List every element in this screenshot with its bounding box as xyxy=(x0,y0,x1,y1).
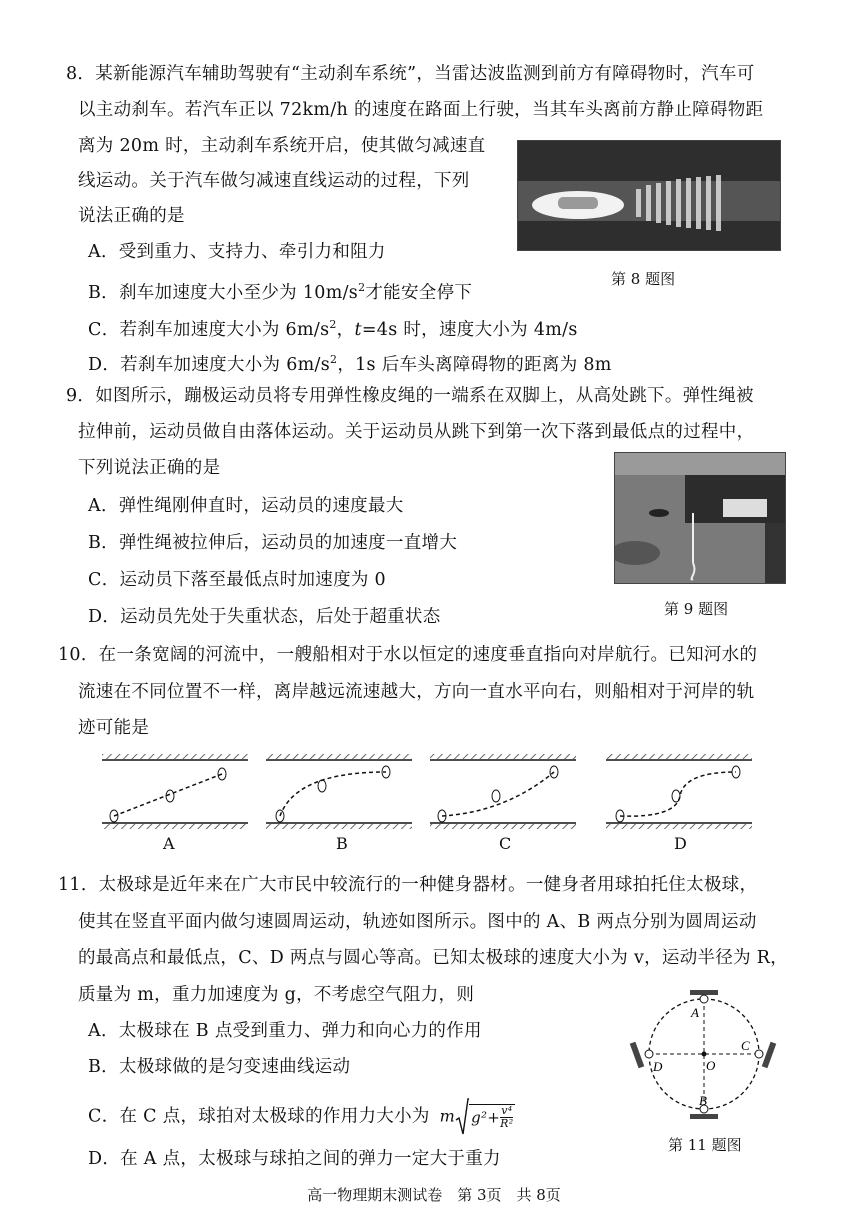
q8-figure-caption: 第 8 题图 xyxy=(611,270,676,288)
q10-label-b: B xyxy=(336,834,348,853)
q8-option-b: B．刹车加速度大小至少为 $10m/s^2$才能安全停下 xyxy=(88,281,473,303)
paddle-icon xyxy=(762,1042,777,1068)
q10-line-1: 10．在一条宽阔的河流中，一艘船相对于水以恒定的速度垂直指向对岸航行。已知河水的 xyxy=(58,645,758,665)
q8-line-3: 离为 20m 时，主动刹车系统开启，使其做匀减速直 xyxy=(78,136,486,156)
q8-line-1: 8．某新能源汽车辅助驾驶有“主动刹车系统”，当雷达波监测到前方有障碍物时，汽车可 xyxy=(66,64,755,84)
paddle-icon xyxy=(690,1114,718,1119)
point-c-label: C xyxy=(741,1038,750,1053)
q9-figure-caption: 第 9 题图 xyxy=(664,600,729,618)
point-b-label: B xyxy=(699,1093,707,1108)
diagram-b xyxy=(266,754,412,829)
q11-circle-diagram xyxy=(620,988,792,1120)
q9-option-d: D．运动员先处于失重状态，后处于超重状态 xyxy=(88,607,441,627)
car-radar-image xyxy=(518,141,780,250)
point-d-label: D xyxy=(653,1059,663,1074)
q10-label-a: A xyxy=(163,834,175,853)
q9-option-c: C．运动员下落至最低点时加速度为 0 xyxy=(88,570,386,590)
paddle-icon xyxy=(690,990,718,995)
q11-line-4: 质量为 m，重力加速度为 g，不考虑空气阻力，则 xyxy=(78,985,475,1005)
page-footer: 高一物理期末测试卷 第 3页 共 8页 xyxy=(307,1186,561,1204)
q8-car-radar-photo xyxy=(517,140,781,251)
q10-line-2: 流速在不同位置不一样，离岸越远流速越大，方向一直水平向右，则船相对于河岸的轨 xyxy=(78,682,755,702)
q8-option-a: A．受到重力、支持力、牵引力和阻力 xyxy=(88,242,386,262)
q9-line-1: 9．如图所示，蹦极运动员将专用弹性橡皮绳的一端系在双脚上，从高处跳下。弹性绳被 xyxy=(66,386,754,406)
q10-label-c: C xyxy=(499,834,512,853)
q11-line-1: 11．太极球是近年来在广大市民中较流行的一种健身器材。一健身者用球拍托住太极球， xyxy=(58,875,758,895)
q8-option-d: D．若刹车加速度大小为 $6m/s^2$，1s 后车头离障碍物的距离为 8m xyxy=(88,353,612,375)
q9-bungee-photo xyxy=(614,452,786,584)
q10-label-d: D xyxy=(674,834,687,853)
point-o-label: O xyxy=(706,1058,716,1073)
diagram-d xyxy=(606,754,752,829)
q11-formula: m g²+ $\frac{\text{v⁴}}{\text{R²}}$ xyxy=(440,1098,516,1136)
q10-line-3: 迹可能是 xyxy=(78,718,150,738)
q11-line-3: 的最高点和最低点，C、D 两点与圆心等高。已知太极球的速度大小为 v，运动半径为 R， xyxy=(78,948,789,968)
q11-option-a: A．太极球在 B 点受到重力、弹力和向心力的作用 xyxy=(88,1021,482,1041)
q11-option-b: B．太极球做的是匀变速曲线运动 xyxy=(88,1057,351,1077)
q8-line-5: 说法正确的是 xyxy=(78,206,185,226)
boat-icon xyxy=(672,790,680,802)
diagram-c xyxy=(430,754,576,829)
q9-option-a: A．弹性绳刚伸直时，运动员的速度最大 xyxy=(88,496,404,516)
q11-figure-caption: 第 11 题图 xyxy=(668,1136,742,1154)
q8-line-2: 以主动刹车。若汽车正以 72km/h 的速度在路面上行驶，当其车头离前方静止障碍物距 xyxy=(78,100,764,120)
bungee-image xyxy=(615,453,785,583)
q10-trajectory-diagrams xyxy=(96,752,786,836)
q11-line-2: 使其在竖直平面内做匀速圆周运动，轨迹如图所示。图中的 A、B 两点分别为圆周运动 xyxy=(78,912,757,932)
paddle-icon xyxy=(630,1042,645,1068)
q9-line-3: 下列说法正确的是 xyxy=(78,458,221,478)
point-a-label: A xyxy=(691,1005,699,1020)
q9-line-2: 拉伸前，运动员做自由落体运动。关于运动员从跳下到第一次下落到最低点的过程中， xyxy=(78,422,755,442)
q9-option-b: B．弹性绳被拉伸后，运动员的加速度一直增大 xyxy=(88,533,458,553)
q11-option-c: C．在 C 点，球拍对太极球的作用力大小为 m g²+ $\frac{\text{v⁴}}{\text{R²}}$ xyxy=(88,1098,515,1136)
q8-option-c: C．若刹车加速度大小为 $6m/s^2$，t=4s 时，速度大小为 4m/s xyxy=(88,318,578,340)
q8-line-4: 线运动。关于汽车做匀减速直线运动的过程，下列 xyxy=(78,171,470,191)
boat-icon xyxy=(492,790,500,802)
diagram-a xyxy=(102,754,248,829)
jumper-icon xyxy=(649,509,669,517)
boat-icon xyxy=(318,780,326,792)
q11-option-d: D．在 A 点，太极球与球拍之间的弹力一定大于重力 xyxy=(88,1149,501,1169)
